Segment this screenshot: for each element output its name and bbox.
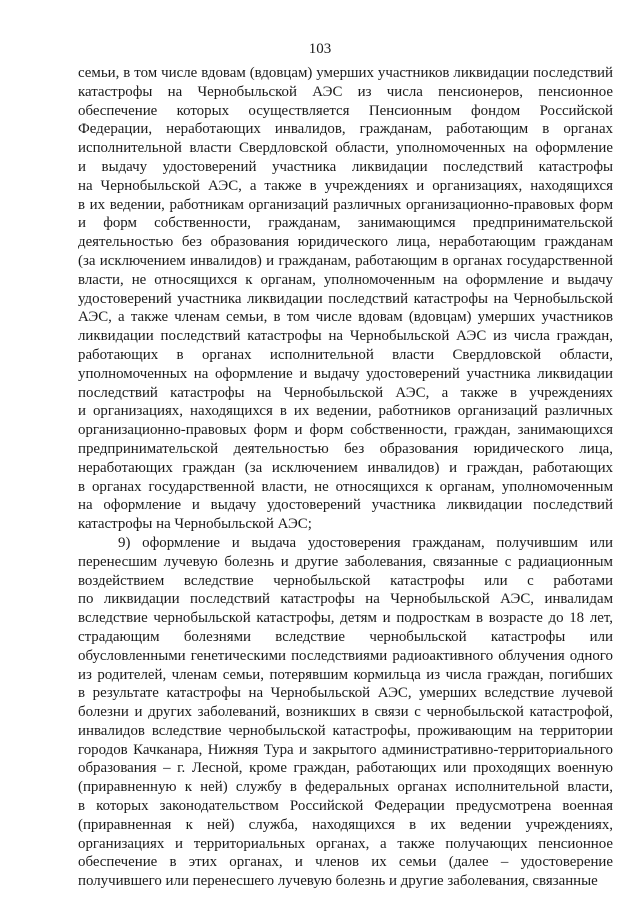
page-number: 103 bbox=[308, 41, 332, 57]
text-line: перенесшим лучевую болезнь и другие заболевания, связанные с радиационным bbox=[78, 553, 613, 570]
text-line: организациях и территориальных органах, а также получающих пенсионное bbox=[78, 835, 613, 852]
text-line: власти, не относящихся к органам, уполномоченным на оформление и выдачу bbox=[78, 271, 613, 288]
text-line: работающих в органах исполнительной власти Свердловской области, bbox=[78, 346, 613, 363]
text-line: последствий катастрофы на Чернобыльской АЭС, а также в учреждениях bbox=[78, 384, 613, 401]
text-line: катастрофы на Чернобыльской АЭС из числа пенсионеров, пенсионное bbox=[78, 83, 613, 100]
document-body bbox=[78, 64, 613, 891]
text-line: и организациях, находящихся в их ведении, работников организаций различных bbox=[78, 403, 613, 420]
text-line: на оформление и выдачу удостоверений участника ликвидации последствий bbox=[78, 497, 613, 514]
text-line: обусловленными генетическими последствиями радиоактивного облучения одного bbox=[78, 647, 613, 664]
text-line: деятельностью без образования юридического лица, неработающим гражданам bbox=[78, 234, 613, 251]
text-line: неработающих граждан (за исключением инвалидов) и граждан, работающих bbox=[78, 459, 613, 476]
text-line: из родителей, членам семьи, потерявшим кормильца из числа граждан, погибших bbox=[78, 666, 613, 683]
text-line: в органах государственной власти, не относящихся к органам, уполномоченным bbox=[78, 478, 613, 495]
text-line: предпринимательской деятельностью без образования юридического лица, bbox=[78, 440, 613, 457]
text-line: удостоверений участника ликвидации последствий катастрофы на Чернобыльской bbox=[78, 290, 613, 307]
text-line: (приравненную к ней) службу в федеральных органах исполнительной власти, bbox=[78, 779, 613, 796]
text-line: Федерации, неработающих инвалидов, гражданам, работающим в органах bbox=[78, 121, 613, 138]
text-line: ликвидации последствий катастрофы на Чернобыльской АЭС из числа граждан, bbox=[78, 328, 613, 345]
text-line: исполнительной власти Свердловской области, уполномоченных на оформление bbox=[78, 140, 613, 157]
text-line: катастрофы на Чернобыльской АЭС; bbox=[78, 516, 312, 533]
text-line: обеспечение в этих органах, и членов их семьи (далее – удостоверение bbox=[78, 854, 613, 871]
text-line: в которых законодательством Российской Федерации предусмотрена военная bbox=[78, 798, 613, 815]
text-line: воздействием вследствие чернобыльской катастрофы или с работами bbox=[78, 572, 613, 589]
text-line: страдающим болезнями вследствие чернобыльской катастрофы или bbox=[78, 628, 613, 645]
text-line: (приравненная к ней) служба, находящихся в их ведении учреждениях, bbox=[78, 816, 613, 833]
text-line: семьи, в том числе вдовам (вдовцам) умерших участников ликвидации последствий bbox=[78, 65, 613, 81]
text-line: инвалидов вследствие чернобыльской катастрофы, проживающим на территории bbox=[78, 722, 613, 739]
text-line: на Чернобыльской АЭС, а также в учреждениях и организациях, находящихся bbox=[78, 177, 613, 194]
text-line: получившего или перенесшего лучевую болезнь и другие заболевания, связанные bbox=[78, 873, 598, 890]
text-line: вследствие чернобыльской катастрофы, детям и подросткам в возрасте до 18 лет, bbox=[78, 610, 613, 627]
text-line: образования – г. Лесной, кроме граждан, работающих или проходящих военную bbox=[78, 760, 613, 777]
text-line: АЭС, а также членам семьи, в том числе вдовам (вдовцам) умерших участников bbox=[78, 309, 613, 326]
text-line: по ликвидации последствий катастрофы на Чернобыльской АЭС, инвалидам bbox=[78, 591, 613, 608]
text-line: болезни и других заболеваний, возникших в связи с чернобыльской катастрофой, bbox=[78, 704, 613, 721]
text-line: 9) оформление и выдача удостоверения гражданам, получившим или bbox=[118, 534, 613, 551]
text-line: и выдачу удостоверений участника ликвидации последствий катастрофы bbox=[78, 158, 613, 175]
text-line: уполномоченных на оформление и выдачу удостоверений участника ликвидации bbox=[78, 365, 613, 382]
text-line: организационно-правовых форм и форм собственности, граждан, занимающихся bbox=[78, 422, 613, 439]
text-line: обеспечение которых осуществляется Пенсионным фондом Российской bbox=[78, 102, 613, 119]
text-line: в результате катастрофы на Чернобыльской АЭС, умерших вследствие лучевой bbox=[78, 685, 613, 702]
paragraph bbox=[78, 64, 613, 534]
text-line: и форм собственности, гражданам, занимающимся предпринимательской bbox=[78, 215, 613, 232]
text-line: городов Качканара, Нижняя Тура и закрытого административно-территориального bbox=[78, 741, 613, 758]
text-line: (за исключением инвалидов) и гражданам, работающим в органах государственной bbox=[78, 252, 613, 269]
paragraph bbox=[78, 534, 613, 891]
text-line: в их ведении, работникам организаций различных организационно-правовых форм bbox=[78, 196, 613, 213]
